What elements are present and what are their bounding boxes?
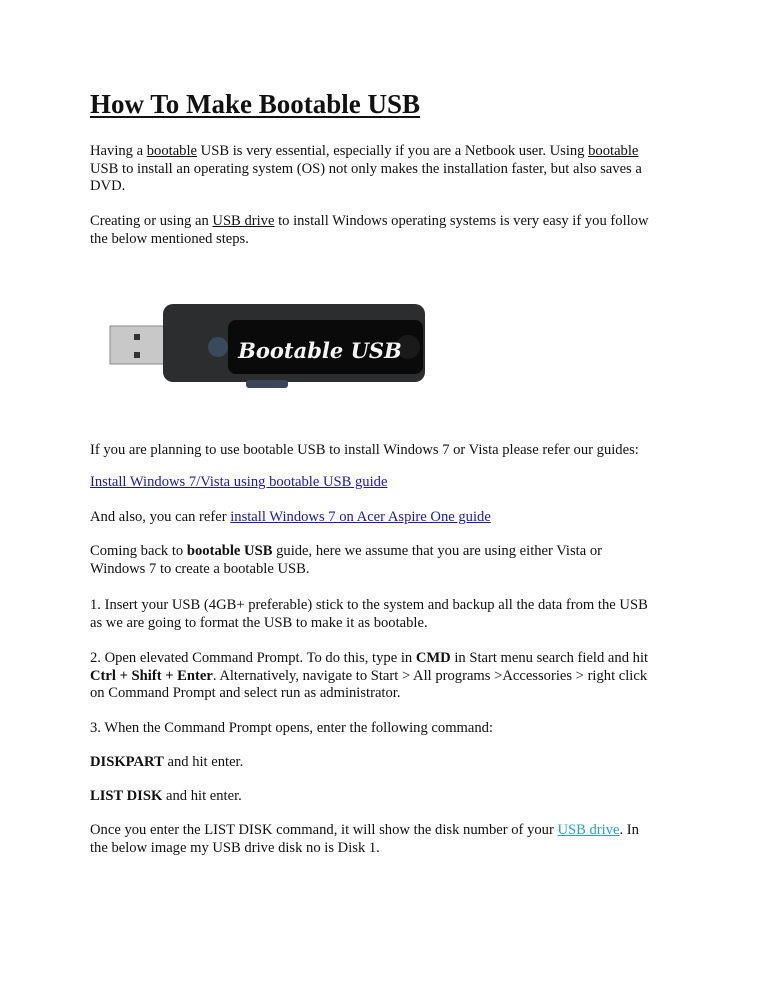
paragraph-acer <box>90 509 491 527</box>
text: in Start menu search field and hit <box>450 650 649 666</box>
command-list-disk <box>90 788 242 806</box>
text: as we are going to format the USB to make it as bootable. <box>90 614 428 631</box>
step-1 <box>90 597 648 632</box>
acer-guide-link[interactable]: install Windows 7 on Acer Aspire One guide <box>230 509 491 525</box>
text: Coming back to <box>90 543 187 559</box>
step-2 <box>90 650 648 703</box>
text: Creating or using an <box>90 213 213 229</box>
paragraph-guides: If you are planning to use bootable USB to install Windows 7 or Vista please refer our guides: <box>90 442 639 458</box>
text: Having a <box>90 143 147 159</box>
text: DVD. <box>90 178 126 195</box>
text: and hit enter. <box>162 788 242 804</box>
usb-drive-link[interactable]: USB drive <box>212 213 275 229</box>
usb-label: Bootable USB <box>238 338 402 363</box>
guide-link-paragraph <box>90 474 387 492</box>
text: USB is very essential, especially if you are a Netbook user. Using <box>197 143 589 159</box>
command-diskpart <box>90 754 243 772</box>
text: . Alternatively, navigate to Start > All programs >Accessories > right click <box>212 667 648 684</box>
text: And also, you can refer <box>90 509 231 525</box>
page-title: How To Make Bootable USB <box>90 89 421 119</box>
bold-text: DISKPART <box>90 754 164 770</box>
text: . In <box>619 822 639 838</box>
bold-text: CMD <box>415 650 451 666</box>
text: the below image my USB drive disk no is Disk 1. <box>90 839 380 856</box>
text: 2. Open elevated Command Prompt. To do this, type in <box>90 650 416 666</box>
install-windows-guide-link[interactable]: Install Windows 7/Vista using bootable USB guide <box>90 474 388 490</box>
paragraph-disk-number <box>90 822 639 857</box>
bold-text: Ctrl + Shift + Enter <box>90 667 213 684</box>
text: Once you enter the LIST DISK command, it will show the disk number of your <box>90 822 558 838</box>
bold-text: bootable USB <box>186 543 273 559</box>
bold-text: LIST DISK <box>90 788 163 804</box>
step-3: 3. When the Command Prompt opens, enter the following command: <box>90 720 494 736</box>
paragraph-usb-drive <box>90 213 649 248</box>
text: to install Windows operating systems is very easy if you follow <box>274 213 649 229</box>
text: and hit enter. <box>163 754 244 770</box>
intro-paragraph <box>90 143 642 196</box>
text: 1. Insert your USB (4GB+ preferable) stick to the system and backup all the data from the USB <box>90 597 648 613</box>
text: on Command Prompt and select run as administrator. <box>90 685 401 702</box>
text: guide, here we assume that you are using either Vista or <box>272 543 603 559</box>
text: Windows 7 to create a bootable USB. <box>90 560 310 577</box>
paragraph-coming-back <box>90 543 602 578</box>
bootable-link[interactable]: bootable <box>588 143 639 159</box>
bootable-link[interactable]: bootable <box>146 143 198 159</box>
usb-drive-link[interactable]: USB drive <box>557 822 620 838</box>
text: the below mentioned steps. <box>90 230 249 247</box>
text: USB to install an operating system (OS) not only makes the installation faster, but also saves a <box>90 160 642 177</box>
bootable-usb-image <box>108 292 428 392</box>
